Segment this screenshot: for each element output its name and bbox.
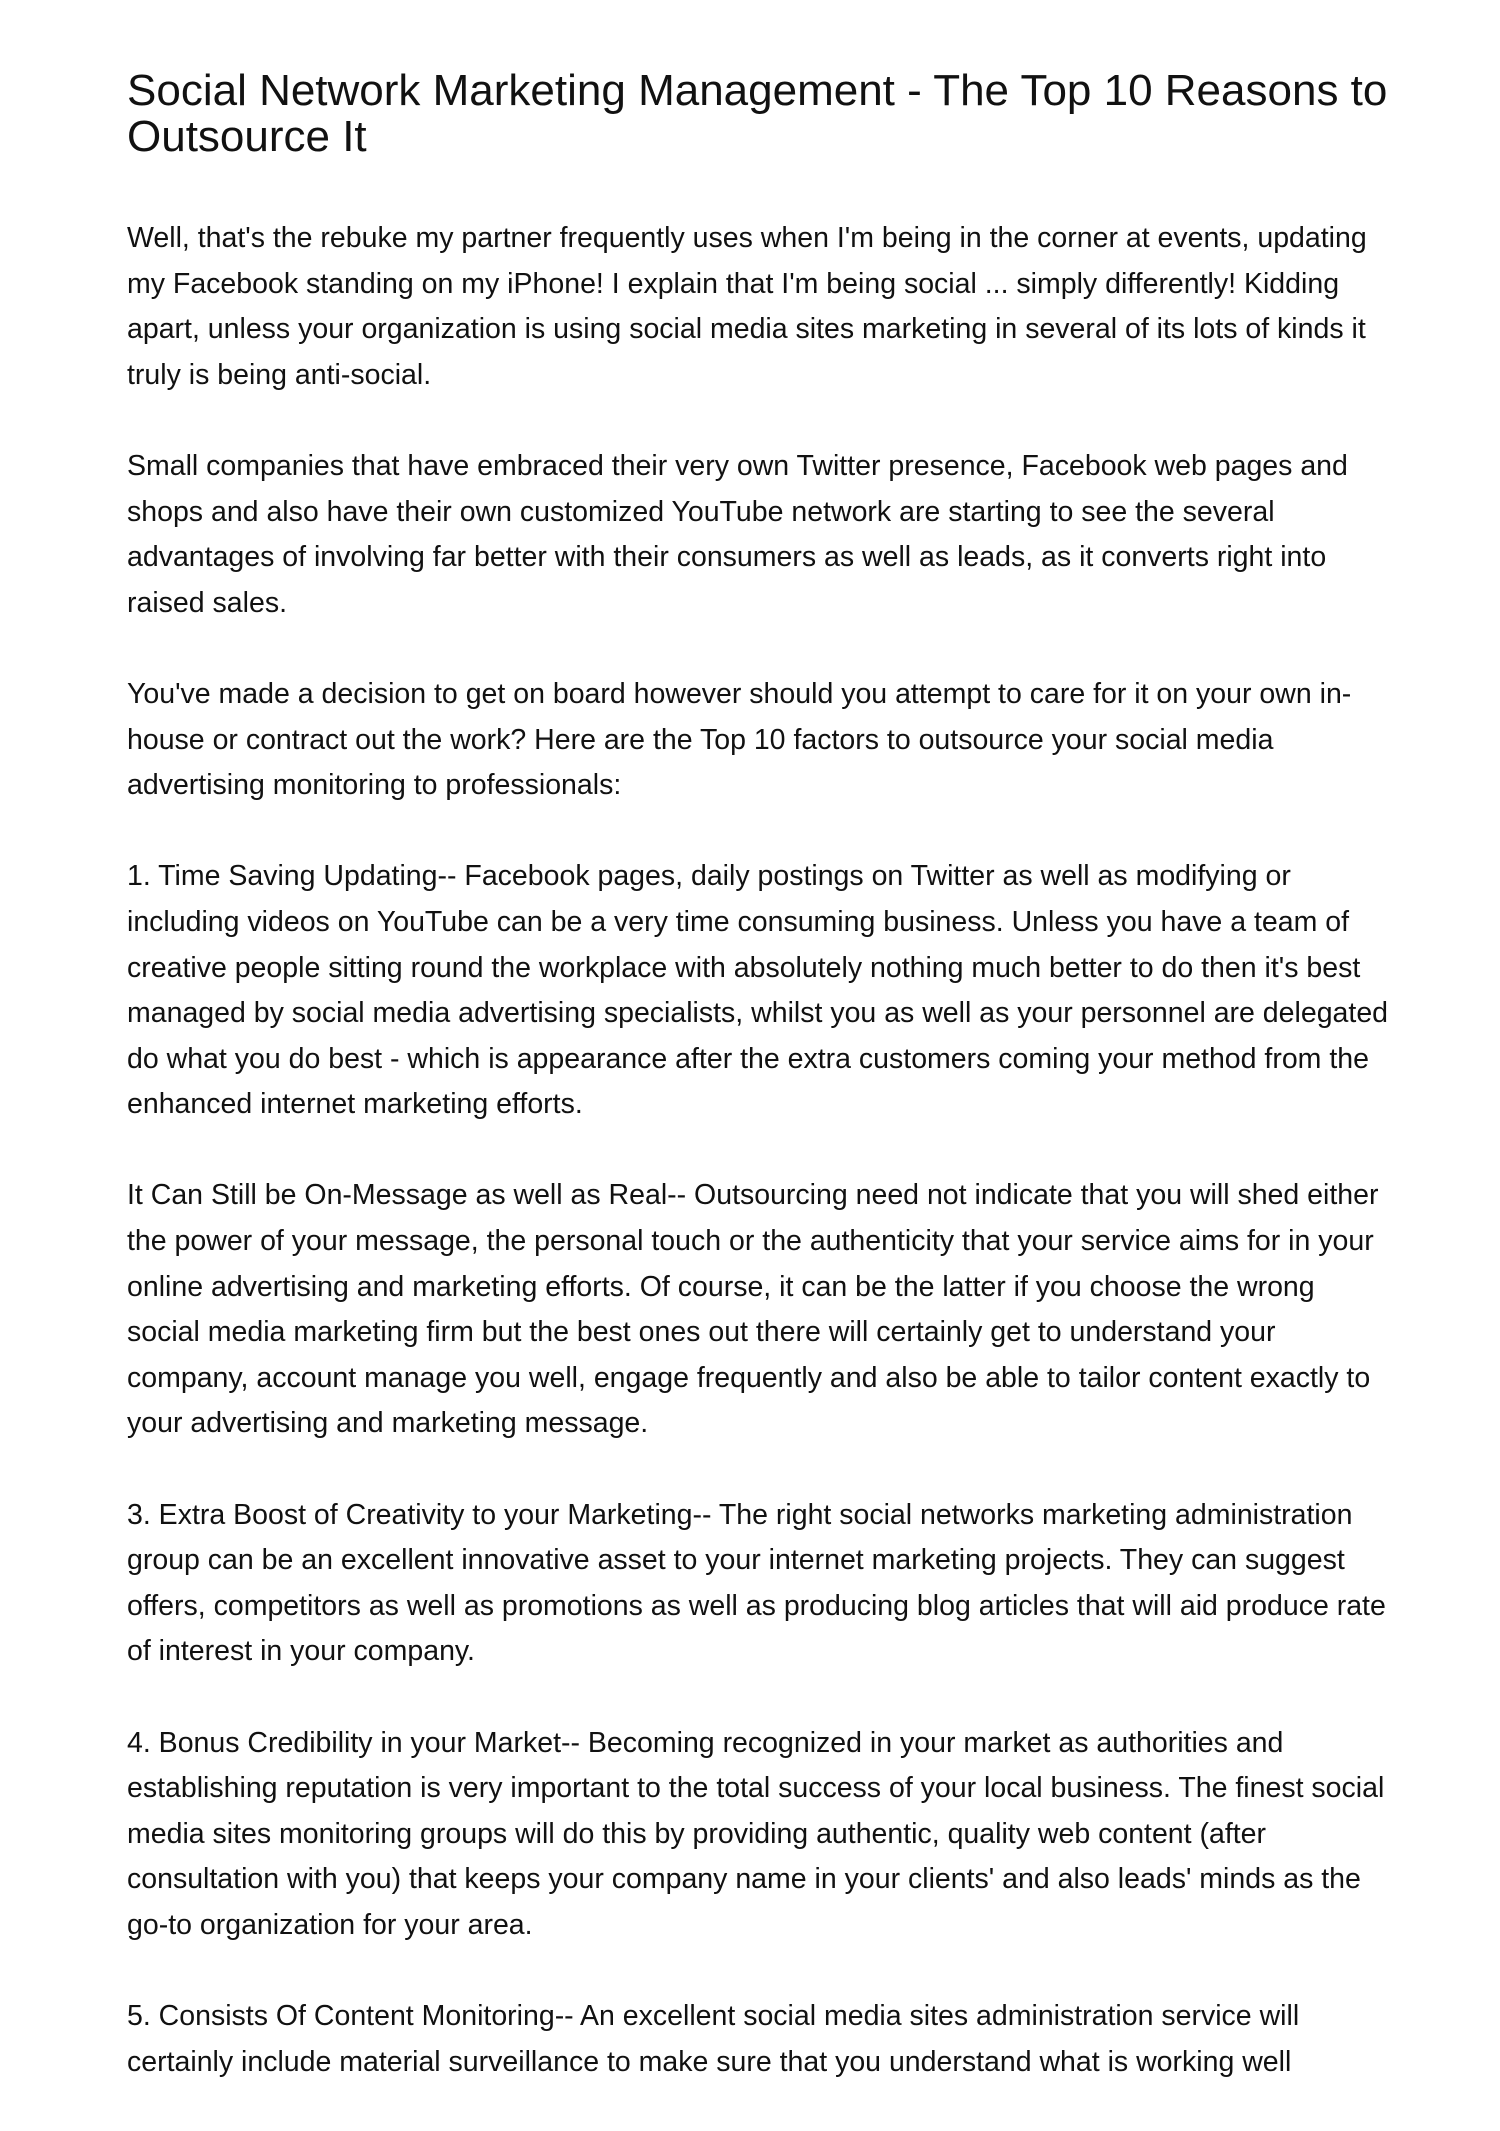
paragraph-reason-1: 1. Time Saving Updating-- Facebook pages, daily postings on Twitter as well as modifying or including videos on YouTube can be a very time consuming business. Unless you have a team of creative people sitting round the workplace with absolutely nothing much better to do then it's best managed by social media advertising specialists, whilst you as well as your personnel are delegated do what you do best - which is appearance after the extra customers coming your method from the enhanced internet marketing efforts.: [127, 860, 1389, 1121]
page-title: Social Network Marketing Management - The Top 10 Reasons to Outsource It: [127, 66, 1388, 161]
paragraph-small-companies: Small companies that have embraced their very own Twitter presence, Facebook web pages and shops and also have their own customized YouTube network are starting to see the several advantages of involving far better with their consumers as well as leads, as it converts right into raised sales.: [127, 449, 1348, 619]
paragraph-decision: You've made a decision to get on board however should you attempt to care for it on your own in-house or contract out the work? Here are the Top 10 factors to outsource your social media advertising monitoring to professionals:: [127, 677, 1352, 802]
paragraph-reason-5: 5. Consists Of Content Monitoring-- An excellent social media sites administration service will certainly include material surveillance to make sure that you understand what is working well: [127, 2000, 1300, 2078]
paragraph-reason-2: It Can Still be On-Message as well as Real-- Outsourcing need not indicate that you will shed either the power of your message, the personal touch or the authenticity that your service aims for in your online advertising and marketing efforts. Of course, it can be the latter if you choose the wrong social media marketing firm but the best ones out there will certainly get to understand your company, account manage you well, engage frequently and also be able to tailor content exactly to your advertising and marketing message.: [127, 1179, 1379, 1440]
paragraph-reason-3: 3. Extra Boost of Creativity to your Marketing-- The right social networks marketing administration group can be an excellent innovative asset to your internet marketing projects. They can suggest offers, competitors as well as promotions as well as producing blog articles that will aid produce rate of interest in your company.: [127, 1498, 1386, 1668]
paragraph-reason-4: 4. Bonus Credibility in your Market-- Becoming recognized in your market as authorities and establishing reputation is very important to the total success of your local business. The finest social media sites monitoring groups will do this by providing authentic, quality web content (after consultation with you) that keeps your company name in your clients' and also leads' minds as the go-to organization for your area.: [127, 1726, 1385, 1941]
paragraph-intro: Well, that's the rebuke my partner frequently uses when I'm being in the corner at events, updating my Facebook standing on my iPhone! I explain that I'm being social ... simply differently! Kidding apart, unless your organization is using social media sites marketing in several of its lots of kinds it truly is being anti-social.: [127, 222, 1367, 391]
document-page: [127, 68, 1389, 2131]
